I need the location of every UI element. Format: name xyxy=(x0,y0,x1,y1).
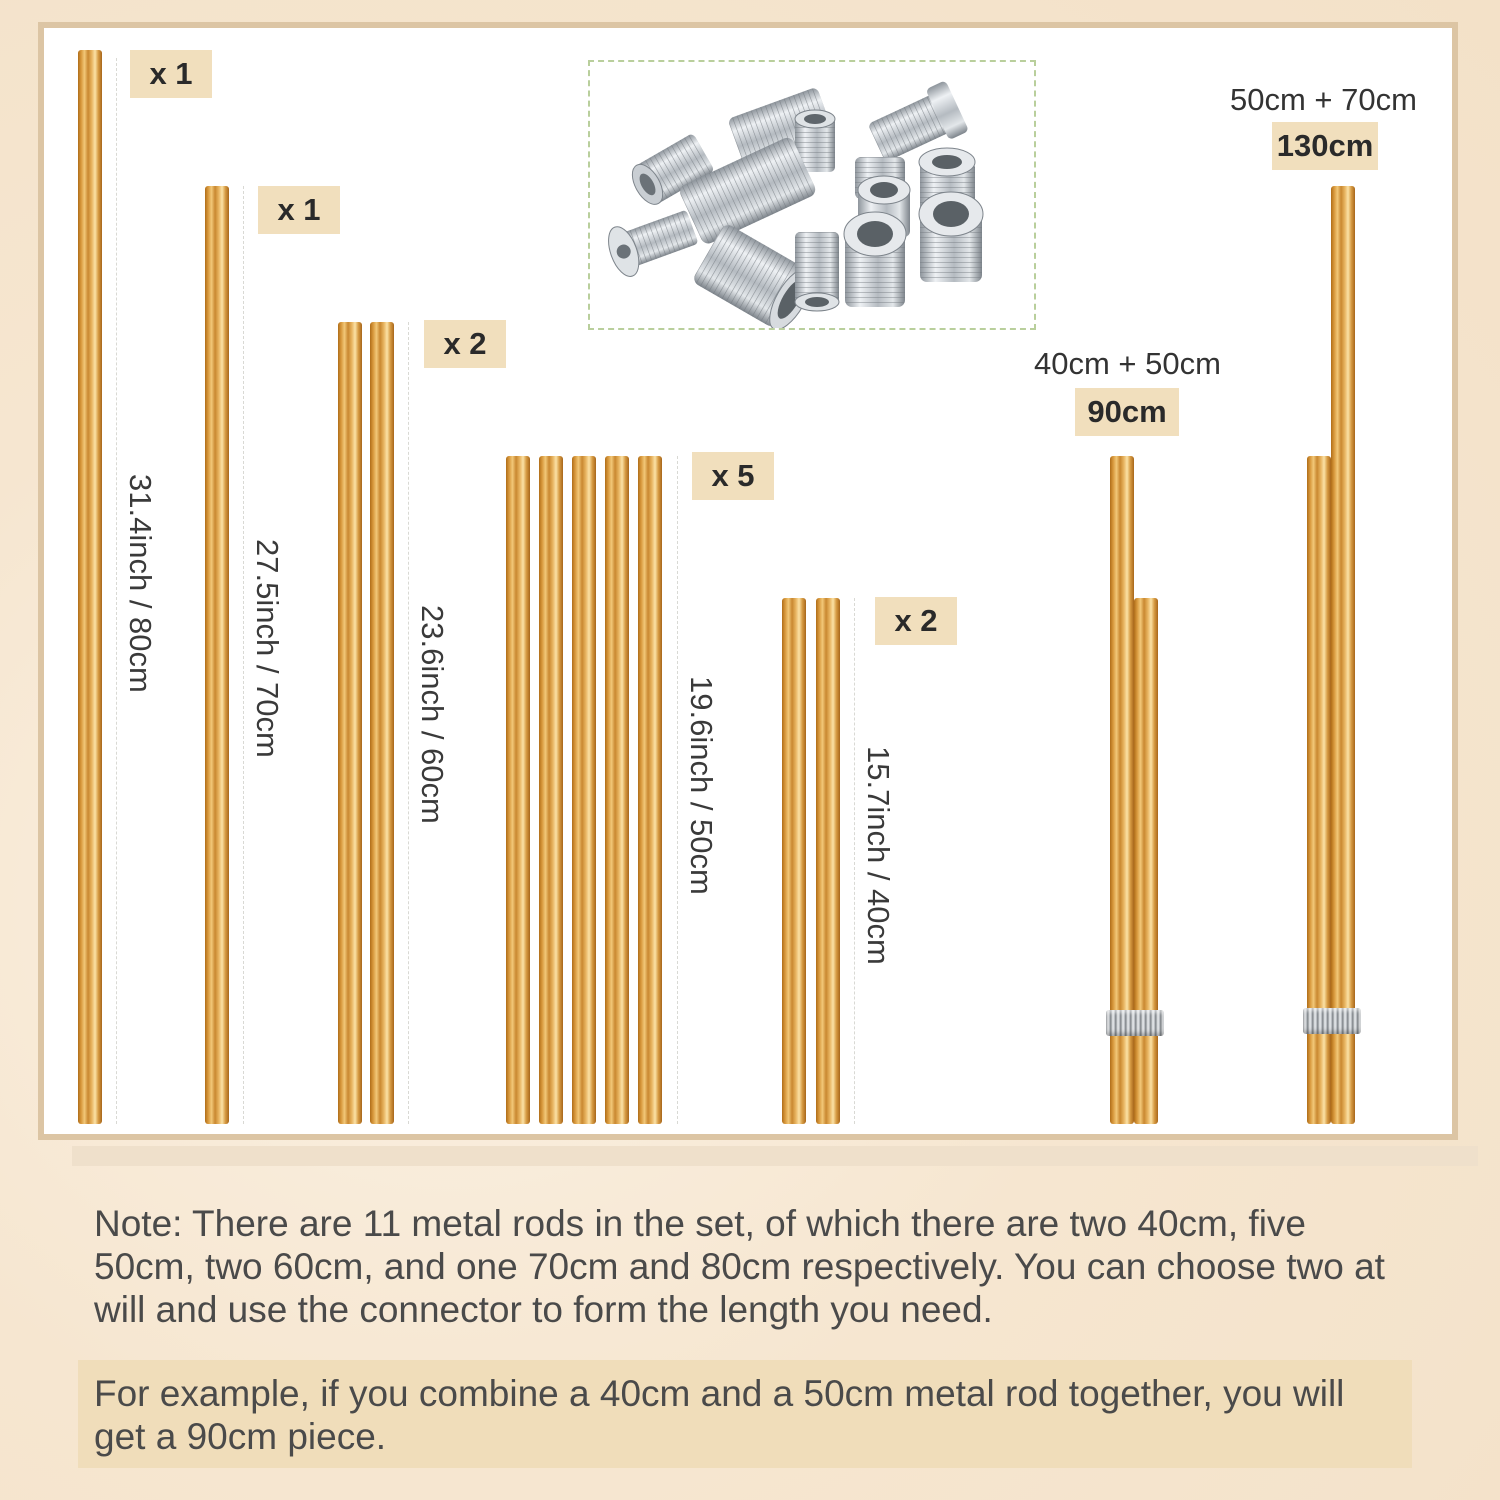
dimension-line xyxy=(243,186,244,1124)
quantity-badge: x 2 xyxy=(424,320,506,368)
combination-total-badge: 90cm xyxy=(1075,388,1179,436)
dimension-line xyxy=(854,598,855,1124)
connectors-image-frame xyxy=(588,60,1036,330)
dimension-label: 27.5inch / 70cm xyxy=(250,539,285,758)
rod-80cm xyxy=(78,50,102,1124)
rod-60cm xyxy=(338,322,362,1124)
dimension-label: 23.6inch / 60cm xyxy=(415,605,450,824)
note-text: Note: There are 11 metal rods in the set, of which there are two 40cm, five 50cm, two 60cm, and one 70cm and 80cm respectively. You can choose two at will and use the connector to form the length you need. xyxy=(94,1203,1385,1330)
rod-50cm xyxy=(506,456,530,1124)
quantity-badge: x 1 xyxy=(130,50,212,98)
rod-50cm xyxy=(638,456,662,1124)
quantity-badge: x 2 xyxy=(875,597,957,645)
rod-40cm xyxy=(816,598,840,1124)
dimension-label: 19.6inch / 50cm xyxy=(684,676,719,895)
dimension-label: 15.7inch / 40cm xyxy=(861,746,896,965)
dimension-line xyxy=(677,456,678,1124)
rod-50cm xyxy=(605,456,629,1124)
combination-formula: 40cm + 50cm xyxy=(1034,346,1221,381)
combination-total-badge: 130cm xyxy=(1272,122,1378,170)
rod-40cm xyxy=(782,598,806,1124)
connector xyxy=(1106,1010,1164,1036)
combination-formula: 50cm + 70cm xyxy=(1230,82,1417,117)
quantity-badge: x 1 xyxy=(258,186,340,234)
example-callout xyxy=(78,1360,1412,1468)
quantity-badge: x 5 xyxy=(692,452,774,500)
rod-70cm xyxy=(205,186,229,1124)
rod-60cm xyxy=(370,322,394,1124)
rod-50cm xyxy=(1134,598,1158,1124)
rod-70cm xyxy=(1331,186,1355,1124)
example-text: For example, if you combine a 40cm and a 50cm metal rod together, you will get a 90cm piece. xyxy=(94,1373,1345,1457)
threaded-connector-nipples-icon xyxy=(590,62,1034,328)
panel-shadow xyxy=(72,1146,1478,1166)
dimension-line xyxy=(116,58,117,1124)
connector xyxy=(1303,1008,1361,1034)
dimension-line xyxy=(408,322,409,1124)
rod-50cm xyxy=(572,456,596,1124)
rod-50cm xyxy=(539,456,563,1124)
dimension-label: 31.4inch / 80cm xyxy=(123,474,158,693)
